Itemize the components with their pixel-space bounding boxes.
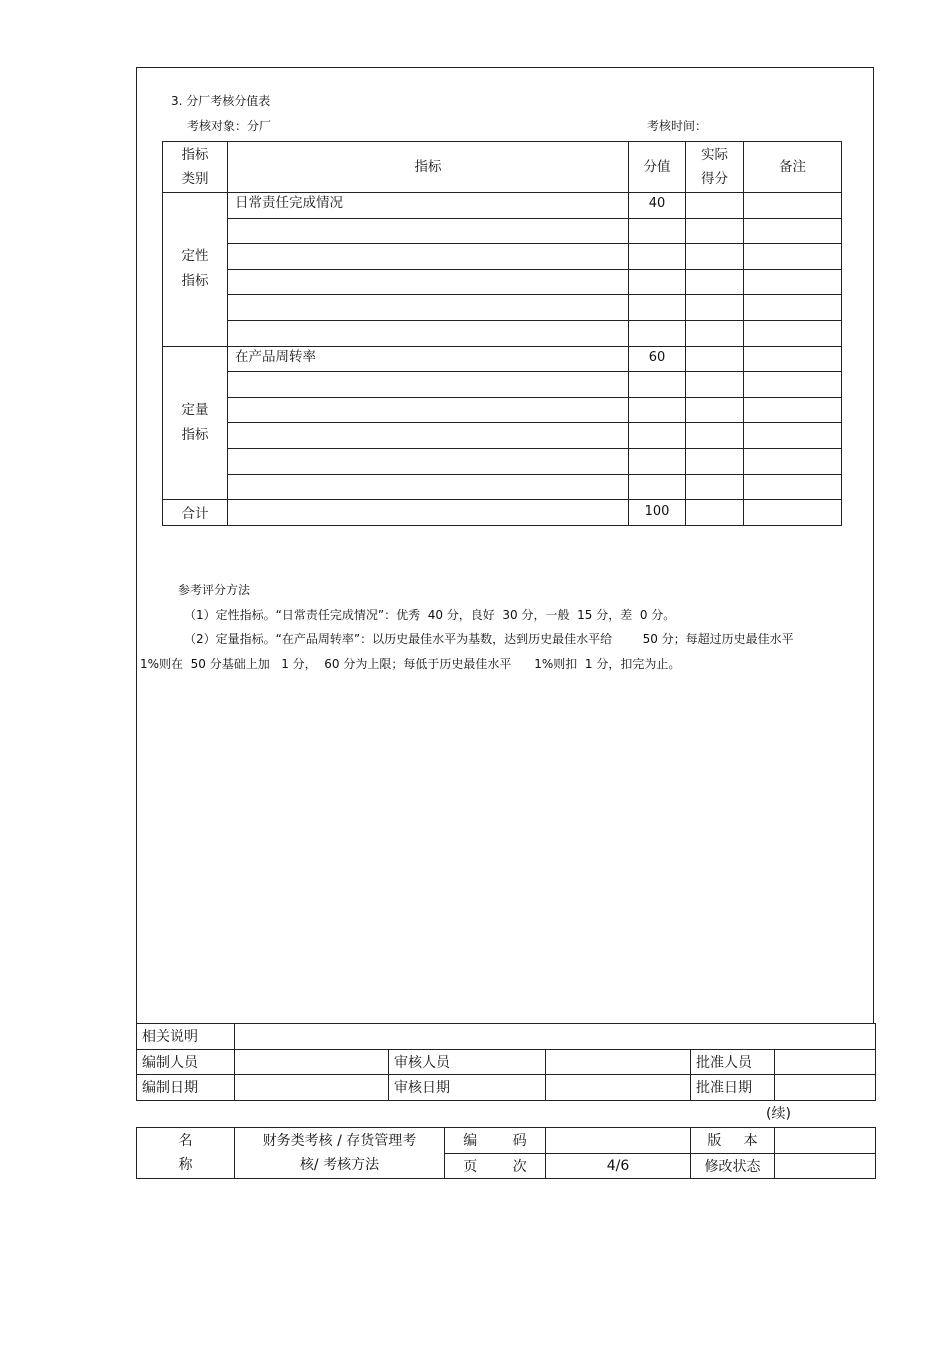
remark-cell <box>744 372 842 398</box>
remark-cell <box>744 193 842 219</box>
score-cell <box>629 474 686 500</box>
score-cell <box>629 397 686 423</box>
score-cell <box>629 295 686 321</box>
indicator-cell <box>228 372 629 398</box>
continued-label: (续) <box>766 1106 791 1122</box>
notes-line-2: （2）定量指标。“在产品周转率”：以历史最佳水平为基数，达到历史最佳水平给 50 分；每超过历史最佳水平 <box>184 632 794 646</box>
score-cell <box>629 448 686 474</box>
actual-score-cell <box>686 295 744 321</box>
actual-score-cell <box>686 372 744 398</box>
notes-line-3: 1%则在 50 分基础上加 1 分， 60 分为上限；每低于历史最佳水平 1%则扣 1 分，扣完为止。 <box>140 656 681 671</box>
assessment-object: 考核对象：分厂 <box>187 119 272 133</box>
remark-cell <box>744 320 842 346</box>
code-label: 编 码 <box>445 1128 546 1154</box>
page-value: 4/6 <box>546 1153 691 1179</box>
indicator-cell <box>228 397 629 423</box>
score-cell <box>629 320 686 346</box>
table-row <box>163 346 842 372</box>
table-row <box>163 320 842 346</box>
table-row <box>163 269 842 295</box>
header-actual: 实际 得分 <box>686 142 744 193</box>
remark-cell <box>744 448 842 474</box>
name-label: 名 称 <box>137 1128 235 1179</box>
version-label: 版 本 <box>691 1128 775 1154</box>
header-indicator: 指标 <box>228 142 629 193</box>
indicator-cell <box>228 423 629 449</box>
indicator-cell <box>228 218 629 244</box>
header-remark: 备注 <box>744 142 842 193</box>
actual-score-cell <box>686 218 744 244</box>
total-remark-cell <box>744 500 842 526</box>
actual-score-cell <box>686 320 744 346</box>
actual-score-cell <box>686 397 744 423</box>
remark-cell <box>744 244 842 270</box>
total-label: 合计 <box>163 500 228 526</box>
table-row <box>163 372 842 398</box>
indicator-cell <box>228 448 629 474</box>
indicator-cell <box>228 320 629 346</box>
header-row <box>163 142 842 193</box>
actual-score-cell <box>686 346 744 372</box>
table-row <box>163 295 842 321</box>
revision-label: 修改状态 <box>691 1153 775 1179</box>
remark-cell <box>744 218 842 244</box>
score-table <box>162 141 842 526</box>
reviewer-value <box>546 1049 691 1075</box>
related-label: 相关说明 <box>137 1024 235 1050</box>
score-cell <box>629 269 686 295</box>
related-row <box>137 1024 876 1050</box>
review-date-label: 审核日期 <box>389 1075 546 1101</box>
actual-score-cell <box>686 269 744 295</box>
scoring-notes <box>140 578 870 676</box>
signoff-table <box>136 1023 876 1101</box>
document-title: 财务类考核 / 存货管理考 核/ 考核方法 <box>235 1128 445 1179</box>
version-value <box>775 1128 876 1154</box>
document-header-table <box>136 1127 876 1179</box>
score-cell <box>629 423 686 449</box>
related-value <box>235 1024 876 1050</box>
remark-cell <box>744 269 842 295</box>
actual-score-cell <box>686 448 744 474</box>
page-label: 页 次 <box>445 1153 546 1179</box>
notes-title: 参考评分方法 <box>178 583 251 597</box>
category-cell: 定量 指标 <box>163 346 228 500</box>
table-row <box>163 244 842 270</box>
indicator-cell <box>228 295 629 321</box>
compile-date-label: 编制日期 <box>137 1075 235 1101</box>
total-row <box>163 500 842 526</box>
compiler-label: 编制人员 <box>137 1049 235 1075</box>
indicator-cell: 日常责任完成情况 <box>228 193 629 219</box>
approver-label: 批准人员 <box>691 1049 775 1075</box>
staff-row <box>137 1049 876 1075</box>
remark-cell <box>744 397 842 423</box>
revision-value <box>775 1153 876 1179</box>
approver-value <box>775 1049 876 1075</box>
score-cell <box>629 218 686 244</box>
review-date-value <box>546 1075 691 1101</box>
total-indicator-cell <box>228 500 629 526</box>
score-cell <box>629 372 686 398</box>
remark-cell <box>744 295 842 321</box>
compile-date-value <box>235 1075 389 1101</box>
indicator-cell: 在产品周转率 <box>228 346 629 372</box>
indicator-cell <box>228 244 629 270</box>
actual-score-cell <box>686 244 744 270</box>
table-row <box>163 448 842 474</box>
header-category: 指标 类别 <box>163 142 228 193</box>
remark-cell <box>744 346 842 372</box>
compiler-value <box>235 1049 389 1075</box>
approve-date-label: 批准日期 <box>691 1075 775 1101</box>
actual-score-cell <box>686 423 744 449</box>
notes-line-1: （1）定性指标。“日常责任完成情况”：优秀 40 分，良好 30 分，一般 15 分，差 0 分。 <box>184 607 676 622</box>
score-cell: 40 <box>629 193 686 219</box>
indicator-cell <box>228 269 629 295</box>
score-cell <box>629 244 686 270</box>
date-row <box>137 1075 876 1101</box>
doc-header-row-1 <box>137 1128 876 1154</box>
table-row <box>163 397 842 423</box>
section-title: 3. 分厂考核分值表 <box>171 94 271 108</box>
approve-date-value <box>775 1075 876 1101</box>
score-cell: 60 <box>629 346 686 372</box>
remark-cell <box>744 474 842 500</box>
total-actual-cell <box>686 500 744 526</box>
indicator-cell <box>228 474 629 500</box>
code-value <box>546 1128 691 1154</box>
table-row <box>163 423 842 449</box>
remark-cell <box>744 423 842 449</box>
assessment-time: 考核时间： <box>647 119 708 133</box>
actual-score-cell <box>686 193 744 219</box>
category-cell: 定性 指标 <box>163 193 228 347</box>
table-row <box>163 474 842 500</box>
table-row <box>163 193 842 219</box>
reviewer-label: 审核人员 <box>389 1049 546 1075</box>
header-score: 分值 <box>629 142 686 193</box>
total-score: 100 <box>629 500 686 526</box>
actual-score-cell <box>686 474 744 500</box>
table-row <box>163 218 842 244</box>
